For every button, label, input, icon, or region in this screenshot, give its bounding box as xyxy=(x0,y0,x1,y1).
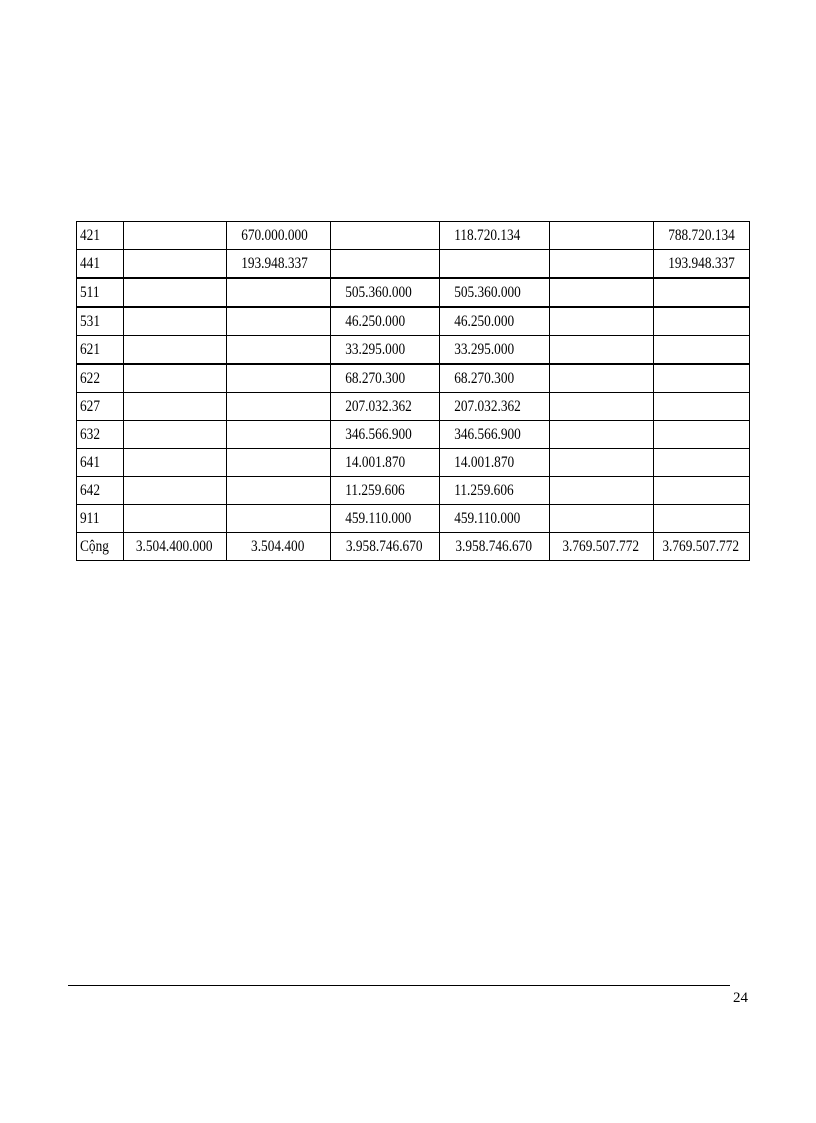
amount-cell xyxy=(227,336,316,365)
amount-cell xyxy=(654,307,737,336)
table-row xyxy=(77,278,750,307)
amount-cell: 68.270.300 xyxy=(331,364,425,393)
account-cell: 627 xyxy=(77,393,117,421)
amount-cell: 3.504.400.000 xyxy=(131,533,220,561)
amount-cell: 3.769.507.772 xyxy=(660,533,743,561)
account-cell: 441 xyxy=(77,250,117,279)
table-row xyxy=(77,421,750,449)
account-cell: 642 xyxy=(77,477,117,505)
amount-cell xyxy=(550,505,639,533)
amount-cell xyxy=(124,477,213,505)
amount-cell: 11.259.606 xyxy=(331,477,425,505)
account-cell: 632 xyxy=(77,421,117,449)
amount-cell xyxy=(550,421,639,449)
amount-cell: 68.270.300 xyxy=(440,364,535,393)
amount-cell: 3.504.400 xyxy=(234,533,323,561)
amount-cell: 14.001.870 xyxy=(440,449,535,477)
amount-cell xyxy=(550,393,639,421)
amount-cell xyxy=(331,222,425,250)
table-row xyxy=(77,336,750,365)
amount-cell xyxy=(124,449,213,477)
amount-cell xyxy=(124,250,213,279)
account-cell: Cộng xyxy=(77,533,117,561)
amount-cell xyxy=(654,421,737,449)
amount-cell xyxy=(124,393,213,421)
amount-cell xyxy=(550,278,639,307)
amount-cell xyxy=(550,449,639,477)
amount-cell: 459.110.000 xyxy=(440,505,535,533)
total-row xyxy=(77,533,750,561)
amount-cell xyxy=(331,250,425,279)
amount-cell: 33.295.000 xyxy=(440,336,535,365)
table-row xyxy=(77,364,750,393)
amount-cell xyxy=(654,505,737,533)
amount-cell xyxy=(124,307,213,336)
amount-cell: 193.948.337 xyxy=(654,250,737,279)
amount-cell xyxy=(654,477,737,505)
amount-cell: 505.360.000 xyxy=(440,278,535,307)
amount-cell xyxy=(124,336,213,365)
amount-cell xyxy=(550,250,639,279)
amount-cell xyxy=(227,278,316,307)
amount-cell: 346.566.900 xyxy=(440,421,535,449)
amount-cell xyxy=(124,505,213,533)
amount-cell: 46.250.000 xyxy=(440,307,535,336)
amount-cell: 788.720.134 xyxy=(654,222,737,250)
account-cell: 421 xyxy=(77,222,117,250)
amount-cell: 3.958.746.670 xyxy=(338,533,432,561)
amount-cell: 118.720.134 xyxy=(440,222,535,250)
table-row xyxy=(77,505,750,533)
account-cell: 641 xyxy=(77,449,117,477)
account-cell: 911 xyxy=(77,505,117,533)
amount-cell: 207.032.362 xyxy=(440,393,535,421)
account-cell: 621 xyxy=(77,336,117,365)
amount-cell: 3.769.507.772 xyxy=(557,533,646,561)
account-cell: 531 xyxy=(77,307,117,336)
amount-cell xyxy=(227,421,316,449)
amount-cell: 3.958.746.670 xyxy=(447,533,542,561)
amount-cell: 505.360.000 xyxy=(331,278,425,307)
amount-cell xyxy=(227,307,316,336)
amount-cell: 14.001.870 xyxy=(331,449,425,477)
amount-cell xyxy=(550,222,639,250)
amount-cell xyxy=(654,364,737,393)
table-row xyxy=(77,222,750,250)
amount-cell: 33.295.000 xyxy=(331,336,425,365)
table-row xyxy=(77,477,750,505)
amount-cell: 346.566.900 xyxy=(331,421,425,449)
ledger-table xyxy=(76,221,750,561)
page-number: 24 xyxy=(733,990,748,1006)
amount-cell: 459.110.000 xyxy=(331,505,425,533)
amount-cell: 207.032.362 xyxy=(331,393,425,421)
amount-cell: 193.948.337 xyxy=(227,250,316,279)
account-cell: 622 xyxy=(77,364,117,393)
amount-cell xyxy=(654,393,737,421)
amount-cell xyxy=(227,477,316,505)
amount-cell: 11.259.606 xyxy=(440,477,535,505)
amount-cell xyxy=(124,278,213,307)
amount-cell xyxy=(550,336,639,365)
table-row xyxy=(77,307,750,336)
amount-cell xyxy=(654,449,737,477)
footer-rule xyxy=(68,985,730,986)
account-cell: 511 xyxy=(77,278,117,307)
amount-cell xyxy=(654,336,737,365)
table-row xyxy=(77,449,750,477)
amount-cell xyxy=(227,364,316,393)
amount-cell xyxy=(550,477,639,505)
table-row xyxy=(77,250,750,279)
amount-cell xyxy=(124,364,213,393)
amount-cell xyxy=(124,421,213,449)
amount-cell: 46.250.000 xyxy=(331,307,425,336)
amount-cell xyxy=(550,364,639,393)
amount-cell xyxy=(440,250,535,279)
amount-cell xyxy=(227,449,316,477)
amount-cell xyxy=(124,222,213,250)
amount-cell: 670.000.000 xyxy=(227,222,316,250)
amount-cell xyxy=(654,278,737,307)
amount-cell xyxy=(550,307,639,336)
amount-cell xyxy=(227,393,316,421)
table-row xyxy=(77,393,750,421)
amount-cell xyxy=(227,505,316,533)
